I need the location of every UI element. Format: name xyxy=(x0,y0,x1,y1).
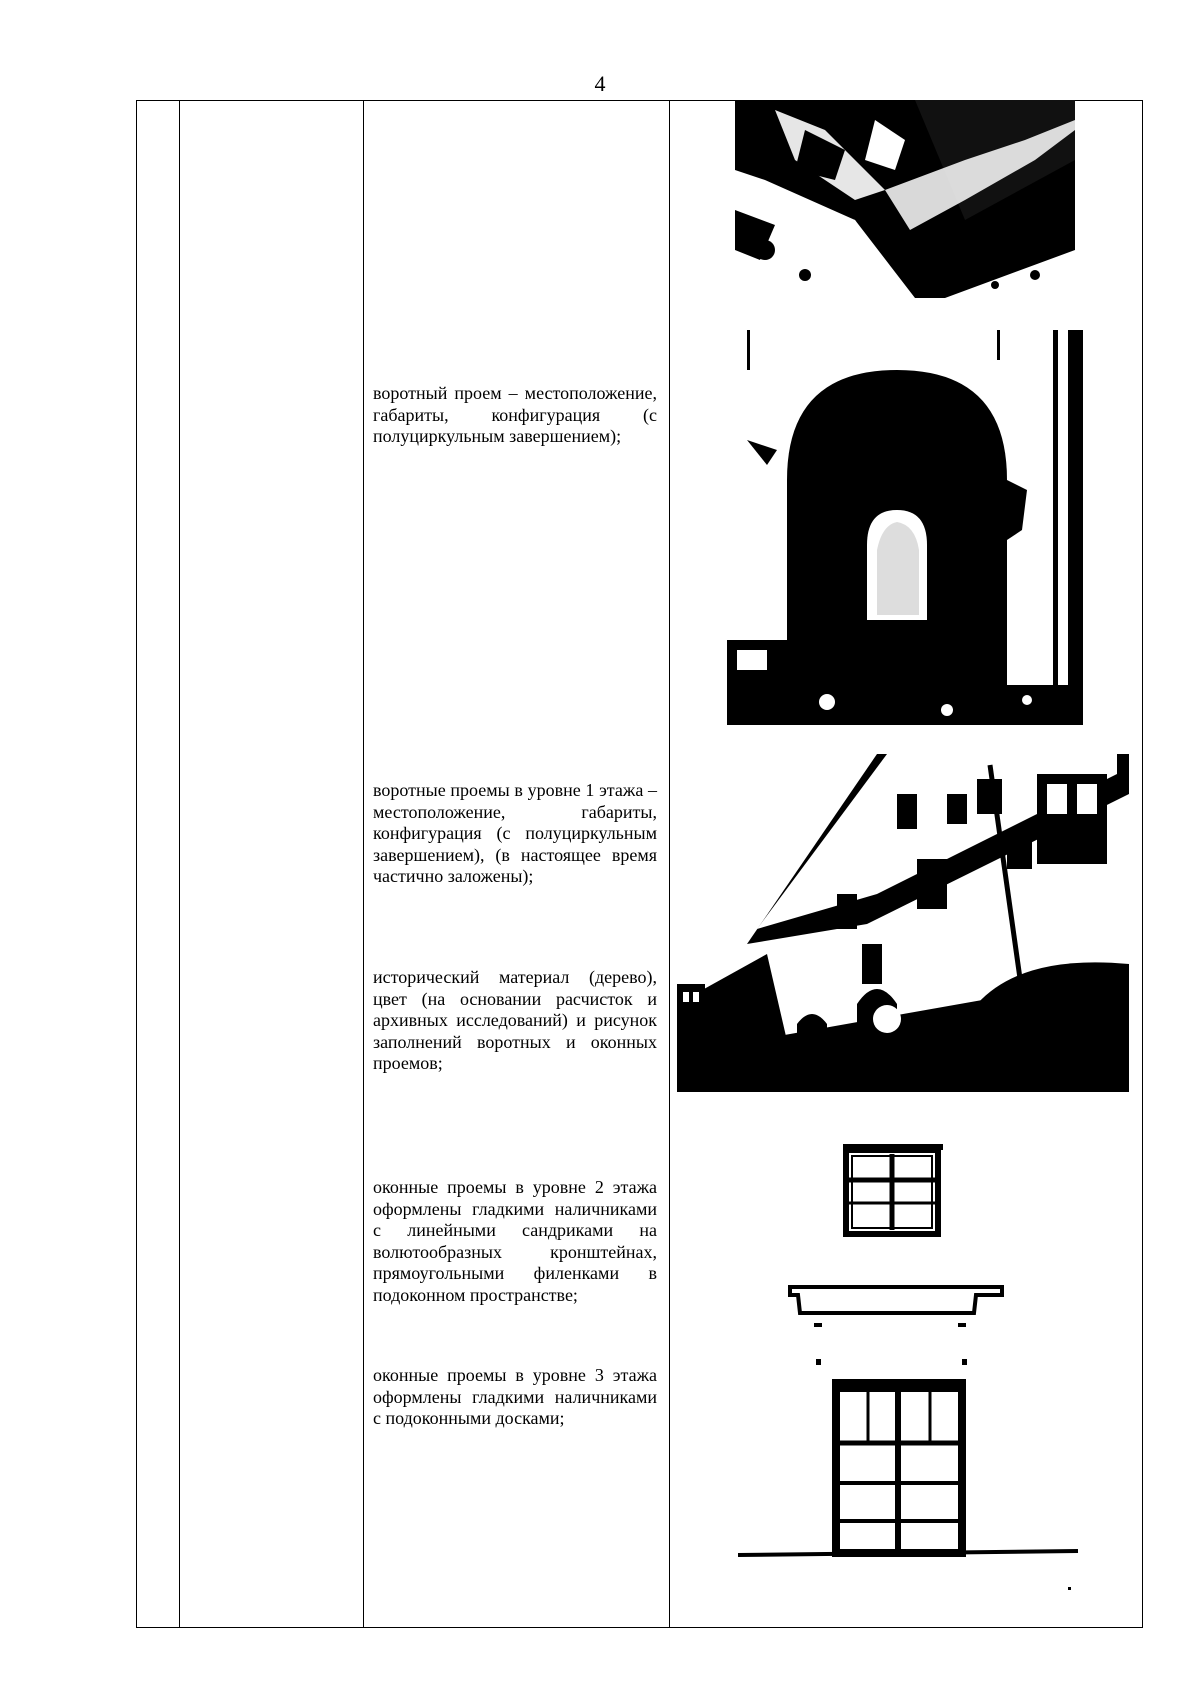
photo-window-second-floor xyxy=(843,1140,943,1240)
photo-street-facade xyxy=(677,754,1129,1092)
feature-gateways-first-floor xyxy=(373,780,657,888)
column-divider-1 xyxy=(179,101,180,1627)
column-divider-3 xyxy=(669,101,670,1627)
speck xyxy=(1068,1587,1071,1590)
photo-building-corner xyxy=(735,100,1075,298)
feature-gateway xyxy=(373,383,657,448)
feature-text: воротные проемы в уровне 1 этажа – местоположение, габариты, конфигурация (с полуциркульным завершением), (в настоящее время частично заложены); xyxy=(373,780,657,886)
page-number: 4 xyxy=(594,71,606,96)
feature-windows-third-floor xyxy=(373,1365,657,1430)
feature-text: воротный проем – местоположение, габариты, конфигурация (с полуциркульным завершением); xyxy=(373,383,657,446)
feature-windows-second-floor xyxy=(373,1177,657,1306)
feature-text: исторический материал (дерево), цвет (на основании расчисток и архивных исследований) и рисунок заполнений воротных и оконных проемов; xyxy=(373,967,657,1073)
photo-window-third-floor xyxy=(738,1283,1084,1560)
feature-text: оконные проемы в уровне 2 этажа оформлены гладкими наличниками с линейными сандриками на волютообразных кронштейнах, прямоугольными филенками в подоконном пространстве; xyxy=(373,1177,657,1305)
column-divider-2 xyxy=(363,101,364,1627)
feature-text: оконные проемы в уровне 3 этажа оформлены гладкими наличниками с подоконными досками; xyxy=(373,1365,657,1428)
photo-arched-gateway xyxy=(727,330,1083,725)
feature-historic-material xyxy=(373,967,657,1075)
